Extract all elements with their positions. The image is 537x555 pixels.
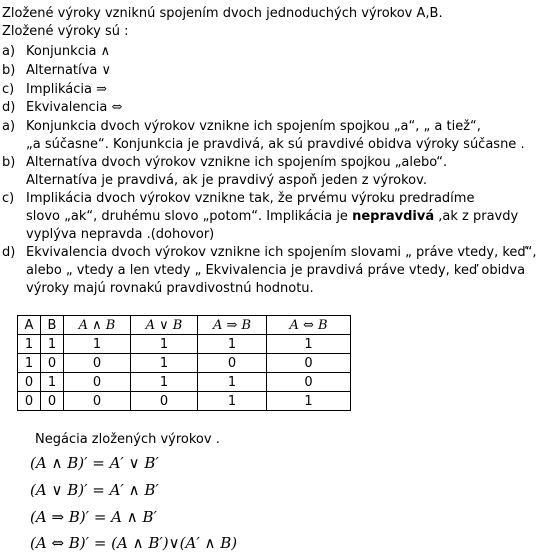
table-cell: 0 bbox=[198, 354, 267, 373]
list-marker-d: d) bbox=[2, 100, 16, 115]
list-item-conjunction bbox=[26, 43, 110, 61]
negation-formula-equivalence: (A ⇔ B)′ = (A ∧ B′)∨(A′ ∧ B) bbox=[30, 534, 238, 552]
definition-marker-d: d) bbox=[2, 245, 16, 260]
definition-marker-b: b) bbox=[2, 155, 16, 170]
definition-d-line-1: Ekvivalencia dvoch výrokov vznikne ich spojením slovami „ práve vtedy, keď“, bbox=[26, 245, 537, 260]
list-item-implication bbox=[26, 81, 107, 99]
table-row bbox=[18, 392, 351, 411]
list-marker-b: b) bbox=[2, 63, 16, 78]
negation-title: Negácia zložených výrokov . bbox=[35, 432, 220, 447]
table-cell: 0 bbox=[267, 354, 351, 373]
header-b: B bbox=[41, 316, 64, 335]
definition-c-line-2-start: slovo „ak“, druhému slovo „potom“. Implikácia je bbox=[26, 209, 353, 224]
header-implication: A ⇒ B bbox=[198, 316, 267, 335]
table-cell: 1 bbox=[18, 354, 41, 373]
table-cell: 1 bbox=[131, 354, 198, 373]
list-item-alternative bbox=[26, 62, 111, 80]
table-cell: 0 bbox=[18, 392, 41, 411]
table-cell: 1 bbox=[41, 373, 64, 392]
implies-symbol-icon: ⇒ bbox=[96, 82, 108, 97]
table-cell: 1 bbox=[267, 335, 351, 354]
header-equivalence: A ⇔ B bbox=[267, 316, 351, 335]
or-symbol-icon: ∨ bbox=[101, 63, 111, 78]
definition-marker-a: a) bbox=[2, 119, 16, 134]
list-label: Ekvivalencia bbox=[26, 100, 108, 115]
definition-marker-c: c) bbox=[2, 191, 15, 206]
definition-b-line-2: Alternatíva je pravdivá, ak je pravdivý aspoň jeden z výrokov. bbox=[26, 173, 427, 188]
definition-c-line-2-end: ,ak z pravdy bbox=[434, 209, 519, 224]
list-item-equivalence bbox=[26, 99, 122, 117]
table-cell: 1 bbox=[267, 392, 351, 411]
definition-c-line-1: Implikácia dvoch výrokov vznikne tak, že prvému výroku predradíme bbox=[26, 191, 475, 206]
table-cell: 1 bbox=[198, 392, 267, 411]
list-label: Implikácia bbox=[26, 82, 92, 97]
definition-d-line-3: výroky majú rovnakú pravdivostnú hodnotu. bbox=[26, 281, 314, 296]
definition-d-line-2: alebo „ vtedy a len vtedy „ Ekvivalencia je pravdivá práve vtedy, keď obidva bbox=[26, 263, 526, 278]
negation-formula-implication: (A ⇒ B)′ = A ∧ B′ bbox=[30, 508, 157, 526]
table-cell: 0 bbox=[18, 373, 41, 392]
table-cell: 0 bbox=[131, 392, 198, 411]
definition-b-line-1: Alternatíva dvoch výrokov vznikne ich spojením spojkou „alebo“. bbox=[26, 155, 448, 170]
table-cell: 1 bbox=[198, 335, 267, 354]
truth-table bbox=[17, 315, 351, 411]
table-cell: 1 bbox=[131, 373, 198, 392]
table-cell: 0 bbox=[41, 392, 64, 411]
table-cell: 1 bbox=[131, 335, 198, 354]
list-marker-a: a) bbox=[2, 44, 16, 59]
equivalence-symbol-icon: ⇔ bbox=[111, 100, 123, 115]
definition-c-line-2 bbox=[26, 208, 518, 226]
list-marker-c: c) bbox=[2, 82, 15, 97]
definition-c-bold-word: nepravdivá bbox=[352, 209, 435, 224]
intro-line-1: Zložené výroky vzniknú spojením dvoch jednoduchých výrokov A,B. bbox=[2, 6, 443, 21]
table-cell: 0 bbox=[267, 373, 351, 392]
definition-a-line-2: „a súčasne“. Konjunkcia je pravdivá, ak sú pravdivé obidva výroky súčasne . bbox=[26, 137, 525, 152]
definition-c-line-3: vyplýva nepravda .(dohovor) bbox=[26, 227, 215, 242]
table-cell: 1 bbox=[41, 335, 64, 354]
intro-line-2: Zložené výroky sú : bbox=[2, 24, 129, 39]
table-cell: 1 bbox=[198, 373, 267, 392]
table-cell: 0 bbox=[64, 392, 131, 411]
header-conjunction: A ∧ B bbox=[64, 316, 131, 335]
table-header-row bbox=[18, 316, 351, 335]
table-cell: 1 bbox=[64, 335, 131, 354]
table-cell: 0 bbox=[64, 373, 131, 392]
list-label: Alternatíva bbox=[26, 63, 98, 78]
table-cell: 0 bbox=[64, 354, 131, 373]
and-symbol-icon: ∧ bbox=[100, 44, 111, 59]
table-row bbox=[18, 354, 351, 373]
header-a: A bbox=[18, 316, 41, 335]
list-label: Konjunkcia bbox=[26, 44, 97, 59]
negation-formula-alternative: (A ∨ B)′ = A′ ∧ B′ bbox=[30, 481, 159, 499]
table-row bbox=[18, 373, 351, 392]
header-alternative: A ∨ B bbox=[131, 316, 198, 335]
definition-a-line-1: Konjunkcia dvoch výrokov vznikne ich spojením spojkou „a“, „ a tiež“, bbox=[26, 119, 481, 134]
table-cell: 1 bbox=[18, 335, 41, 354]
table-row bbox=[18, 335, 351, 354]
table-cell: 0 bbox=[41, 354, 64, 373]
negation-formula-conjunction: (A ∧ B)′ = A′ ∨ B′ bbox=[30, 454, 159, 472]
